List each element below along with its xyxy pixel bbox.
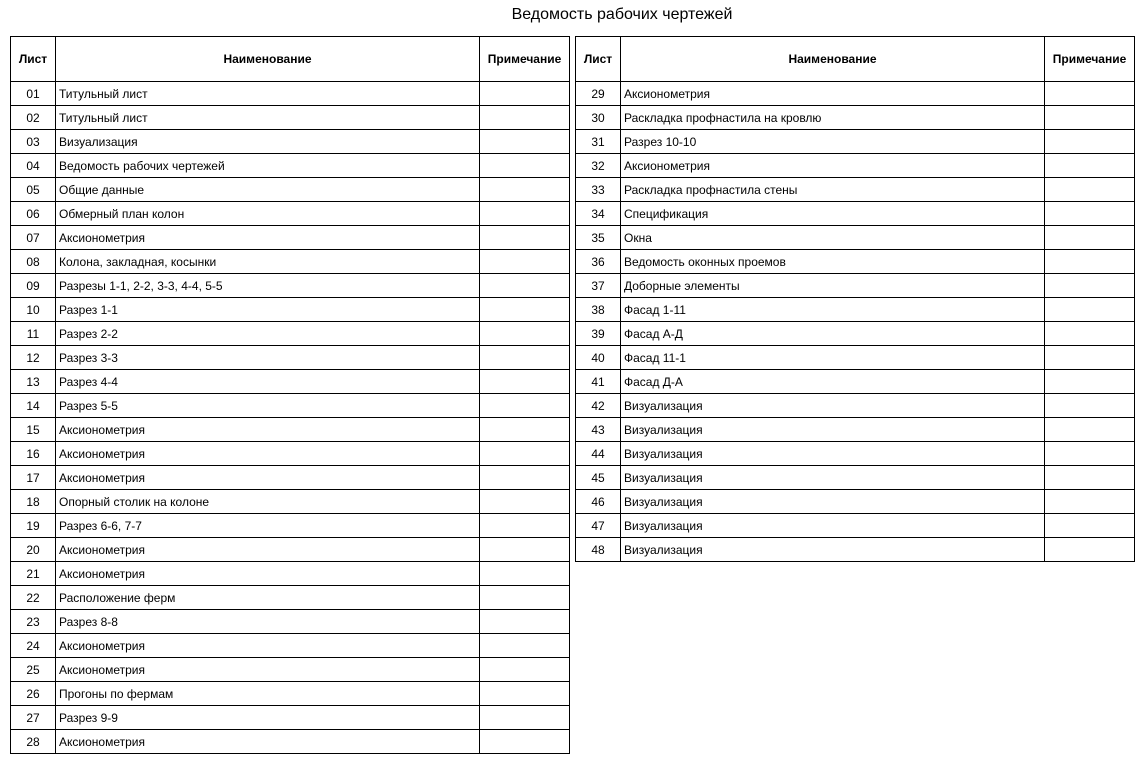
note-cell: [480, 178, 570, 202]
note-cell: [480, 298, 570, 322]
table-row: [576, 490, 1135, 514]
table-row: [576, 250, 1135, 274]
drawing-name-cell: Обмерный план колон: [56, 202, 480, 226]
note-cell: [1045, 394, 1135, 418]
drawing-name-cell: Аксионометрия: [56, 538, 480, 562]
drawings-table-left: [10, 36, 570, 754]
column-header-sheet: Лист: [576, 37, 621, 82]
table-row: [11, 442, 570, 466]
note-cell: [1045, 466, 1135, 490]
table-row: [576, 538, 1135, 562]
column-header-name: Наименование: [621, 37, 1045, 82]
note-cell: [480, 154, 570, 178]
sheet-number-cell: 36: [576, 250, 621, 274]
table-row: [11, 682, 570, 706]
note-cell: [480, 346, 570, 370]
table-row: [11, 586, 570, 610]
sheet-number-cell: 21: [11, 562, 56, 586]
table-row: [11, 226, 570, 250]
table-row: [576, 514, 1135, 538]
note-cell: [480, 442, 570, 466]
sheet-number-cell: 35: [576, 226, 621, 250]
note-cell: [480, 706, 570, 730]
table-row: [576, 106, 1135, 130]
note-cell: [1045, 418, 1135, 442]
table-row: [11, 538, 570, 562]
note-cell: [480, 538, 570, 562]
drawing-name-cell: Фасад 11-1: [621, 346, 1045, 370]
sheet-number-cell: 08: [11, 250, 56, 274]
table-row: [11, 418, 570, 442]
table-row: [11, 634, 570, 658]
table-row: [11, 106, 570, 130]
note-cell: [480, 130, 570, 154]
note-cell: [480, 682, 570, 706]
sheet-number-cell: 45: [576, 466, 621, 490]
sheet-number-cell: 12: [11, 346, 56, 370]
drawing-name-cell: Аксионометрия: [621, 154, 1045, 178]
document-title: Ведомость рабочих чертежей: [511, 6, 733, 23]
drawing-name-cell: Визуализация: [621, 418, 1045, 442]
table-row: [576, 394, 1135, 418]
table-row: [11, 658, 570, 682]
sheet-number-cell: 30: [576, 106, 621, 130]
drawing-name-cell: Визуализация: [621, 394, 1045, 418]
note-cell: [1045, 346, 1135, 370]
drawing-name-cell: Ведомость оконных проемов: [621, 250, 1045, 274]
sheet-number-cell: 25: [11, 658, 56, 682]
column-header-sheet: Лист: [11, 37, 56, 82]
drawing-name-cell: Спецификация: [621, 202, 1045, 226]
sheet-number-cell: 02: [11, 106, 56, 130]
table-row: [11, 466, 570, 490]
drawing-name-cell: Аксионометрия: [56, 634, 480, 658]
note-cell: [1045, 178, 1135, 202]
column-header-note: Примечание: [480, 37, 570, 82]
drawings-table-right-body: [576, 82, 1135, 562]
sheet-number-cell: 05: [11, 178, 56, 202]
drawing-name-cell: Опорный столик на колоне: [56, 490, 480, 514]
table-row: [576, 346, 1135, 370]
drawing-name-cell: Титульный лист: [56, 106, 480, 130]
drawing-name-cell: Раскладка профнастила на кровлю: [621, 106, 1045, 130]
drawing-name-cell: Фасад А-Д: [621, 322, 1045, 346]
column-header-name: Наименование: [56, 37, 480, 82]
sheet-number-cell: 16: [11, 442, 56, 466]
note-cell: [1045, 370, 1135, 394]
drawing-name-cell: Фасад 1-11: [621, 298, 1045, 322]
sheet-number-cell: 41: [576, 370, 621, 394]
note-cell: [480, 274, 570, 298]
drawing-name-cell: Визуализация: [621, 442, 1045, 466]
table-row: [576, 418, 1135, 442]
sheet-number-cell: 28: [11, 730, 56, 754]
drawing-name-cell: Ведомость рабочих чертежей: [56, 154, 480, 178]
note-cell: [480, 394, 570, 418]
table-row: [576, 202, 1135, 226]
table-row: [11, 322, 570, 346]
sheet-number-cell: 26: [11, 682, 56, 706]
sheet-number-cell: 18: [11, 490, 56, 514]
drawing-name-cell: Разрез 8-8: [56, 610, 480, 634]
drawing-name-cell: Колона, закладная, косынки: [56, 250, 480, 274]
note-cell: [480, 370, 570, 394]
drawing-name-cell: Аксионометрия: [56, 418, 480, 442]
drawing-name-cell: Разрез 9-9: [56, 706, 480, 730]
drawing-name-cell: Визуализация: [621, 466, 1045, 490]
sheet-number-cell: 39: [576, 322, 621, 346]
drawing-name-cell: Разрез 2-2: [56, 322, 480, 346]
sheet-number-cell: 15: [11, 418, 56, 442]
drawing-name-cell: Разрез 5-5: [56, 394, 480, 418]
drawing-name-cell: Общие данные: [56, 178, 480, 202]
table-row: [11, 730, 570, 754]
note-cell: [480, 658, 570, 682]
sheet-number-cell: 23: [11, 610, 56, 634]
note-cell: [480, 106, 570, 130]
sheet-number-cell: 43: [576, 418, 621, 442]
table-row: [11, 394, 570, 418]
drawing-name-cell: Доборные элементы: [621, 274, 1045, 298]
drawing-name-cell: Разрез 10-10: [621, 130, 1045, 154]
drawing-name-cell: Визуализация: [56, 130, 480, 154]
note-cell: [480, 250, 570, 274]
table-row: [11, 298, 570, 322]
table-row: [576, 298, 1135, 322]
note-cell: [1045, 322, 1135, 346]
note-cell: [480, 514, 570, 538]
column-header-note: Примечание: [1045, 37, 1135, 82]
note-cell: [1045, 274, 1135, 298]
table-row: [11, 82, 570, 106]
sheet-number-cell: 47: [576, 514, 621, 538]
sheet-number-cell: 20: [11, 538, 56, 562]
sheet-number-cell: 17: [11, 466, 56, 490]
drawing-name-cell: Окна: [621, 226, 1045, 250]
sheet-number-cell: 31: [576, 130, 621, 154]
note-cell: [1045, 250, 1135, 274]
sheet-number-cell: 14: [11, 394, 56, 418]
note-cell: [480, 226, 570, 250]
table-header-row: [576, 37, 1135, 82]
sheet-number-cell: 42: [576, 394, 621, 418]
note-cell: [1045, 130, 1135, 154]
drawing-name-cell: Титульный лист: [56, 82, 480, 106]
note-cell: [480, 586, 570, 610]
note-cell: [480, 634, 570, 658]
table-row: [576, 466, 1135, 490]
drawing-name-cell: Визуализация: [621, 514, 1045, 538]
note-cell: [1045, 442, 1135, 466]
sheet-number-cell: 19: [11, 514, 56, 538]
table-row: [11, 346, 570, 370]
table-row: [576, 82, 1135, 106]
note-cell: [480, 418, 570, 442]
table-row: [11, 250, 570, 274]
sheet-number-cell: 46: [576, 490, 621, 514]
drawing-name-cell: Разрезы 1-1, 2-2, 3-3, 4-4, 5-5: [56, 274, 480, 298]
drawing-name-cell: Фасад Д-А: [621, 370, 1045, 394]
note-cell: [1045, 490, 1135, 514]
table-row: [576, 226, 1135, 250]
drawing-name-cell: Аксионометрия: [56, 562, 480, 586]
sheet-number-cell: 29: [576, 82, 621, 106]
table-row: [11, 706, 570, 730]
sheet-number-cell: 13: [11, 370, 56, 394]
table-row: [11, 154, 570, 178]
note-cell: [1045, 202, 1135, 226]
drawing-name-cell: Аксионометрия: [56, 658, 480, 682]
note-cell: [480, 466, 570, 490]
table-row: [11, 490, 570, 514]
table-row: [11, 610, 570, 634]
drawing-name-cell: Прогоны по фермам: [56, 682, 480, 706]
sheet-number-cell: 06: [11, 202, 56, 226]
drawing-name-cell: Разрез 6-6, 7-7: [56, 514, 480, 538]
sheet-number-cell: 48: [576, 538, 621, 562]
table-row: [576, 178, 1135, 202]
drawings-table-right: [575, 36, 1135, 562]
note-cell: [480, 82, 570, 106]
table-row: [11, 178, 570, 202]
note-cell: [480, 610, 570, 634]
sheet-number-cell: 03: [11, 130, 56, 154]
sheet-number-cell: 01: [11, 82, 56, 106]
drawing-name-cell: Визуализация: [621, 538, 1045, 562]
note-cell: [1045, 298, 1135, 322]
note-cell: [1045, 226, 1135, 250]
sheet-number-cell: 38: [576, 298, 621, 322]
note-cell: [1045, 538, 1135, 562]
sheet-number-cell: 04: [11, 154, 56, 178]
sheet-number-cell: 10: [11, 298, 56, 322]
sheet-number-cell: 07: [11, 226, 56, 250]
table-row: [11, 274, 570, 298]
sheet-number-cell: 37: [576, 274, 621, 298]
sheet-number-cell: 27: [11, 706, 56, 730]
sheet-number-cell: 32: [576, 154, 621, 178]
table-row: [576, 154, 1135, 178]
table-row: [11, 370, 570, 394]
table-row: [11, 202, 570, 226]
sheet-number-cell: 09: [11, 274, 56, 298]
drawings-table-left-body: [11, 82, 570, 754]
sheet-number-cell: 40: [576, 346, 621, 370]
sheet-number-cell: 11: [11, 322, 56, 346]
sheet-number-cell: 24: [11, 634, 56, 658]
note-cell: [480, 562, 570, 586]
note-cell: [480, 730, 570, 754]
sheet-number-cell: 33: [576, 178, 621, 202]
note-cell: [480, 322, 570, 346]
note-cell: [1045, 82, 1135, 106]
drawing-name-cell: Аксионометрия: [56, 730, 480, 754]
table-header-row: [11, 37, 570, 82]
drawing-name-cell: Аксионометрия: [56, 442, 480, 466]
drawing-name-cell: Аксионометрия: [56, 466, 480, 490]
drawing-name-cell: Аксионометрия: [621, 82, 1045, 106]
table-row: [11, 562, 570, 586]
table-row: [576, 370, 1135, 394]
sheet-number-cell: 34: [576, 202, 621, 226]
table-row: [11, 130, 570, 154]
drawing-name-cell: Расположение ферм: [56, 586, 480, 610]
drawing-name-cell: Раскладка профнастила стены: [621, 178, 1045, 202]
drawing-name-cell: Разрез 1-1: [56, 298, 480, 322]
table-row: [576, 322, 1135, 346]
drawing-name-cell: Визуализация: [621, 490, 1045, 514]
sheet-number-cell: 44: [576, 442, 621, 466]
drawing-name-cell: Аксионометрия: [56, 226, 480, 250]
note-cell: [480, 490, 570, 514]
drawing-name-cell: Разрез 4-4: [56, 370, 480, 394]
note-cell: [480, 202, 570, 226]
note-cell: [1045, 106, 1135, 130]
table-row: [576, 442, 1135, 466]
table-row: [576, 130, 1135, 154]
sheet-number-cell: 22: [11, 586, 56, 610]
table-row: [576, 274, 1135, 298]
note-cell: [1045, 514, 1135, 538]
note-cell: [1045, 154, 1135, 178]
table-row: [11, 514, 570, 538]
drawing-name-cell: Разрез 3-3: [56, 346, 480, 370]
